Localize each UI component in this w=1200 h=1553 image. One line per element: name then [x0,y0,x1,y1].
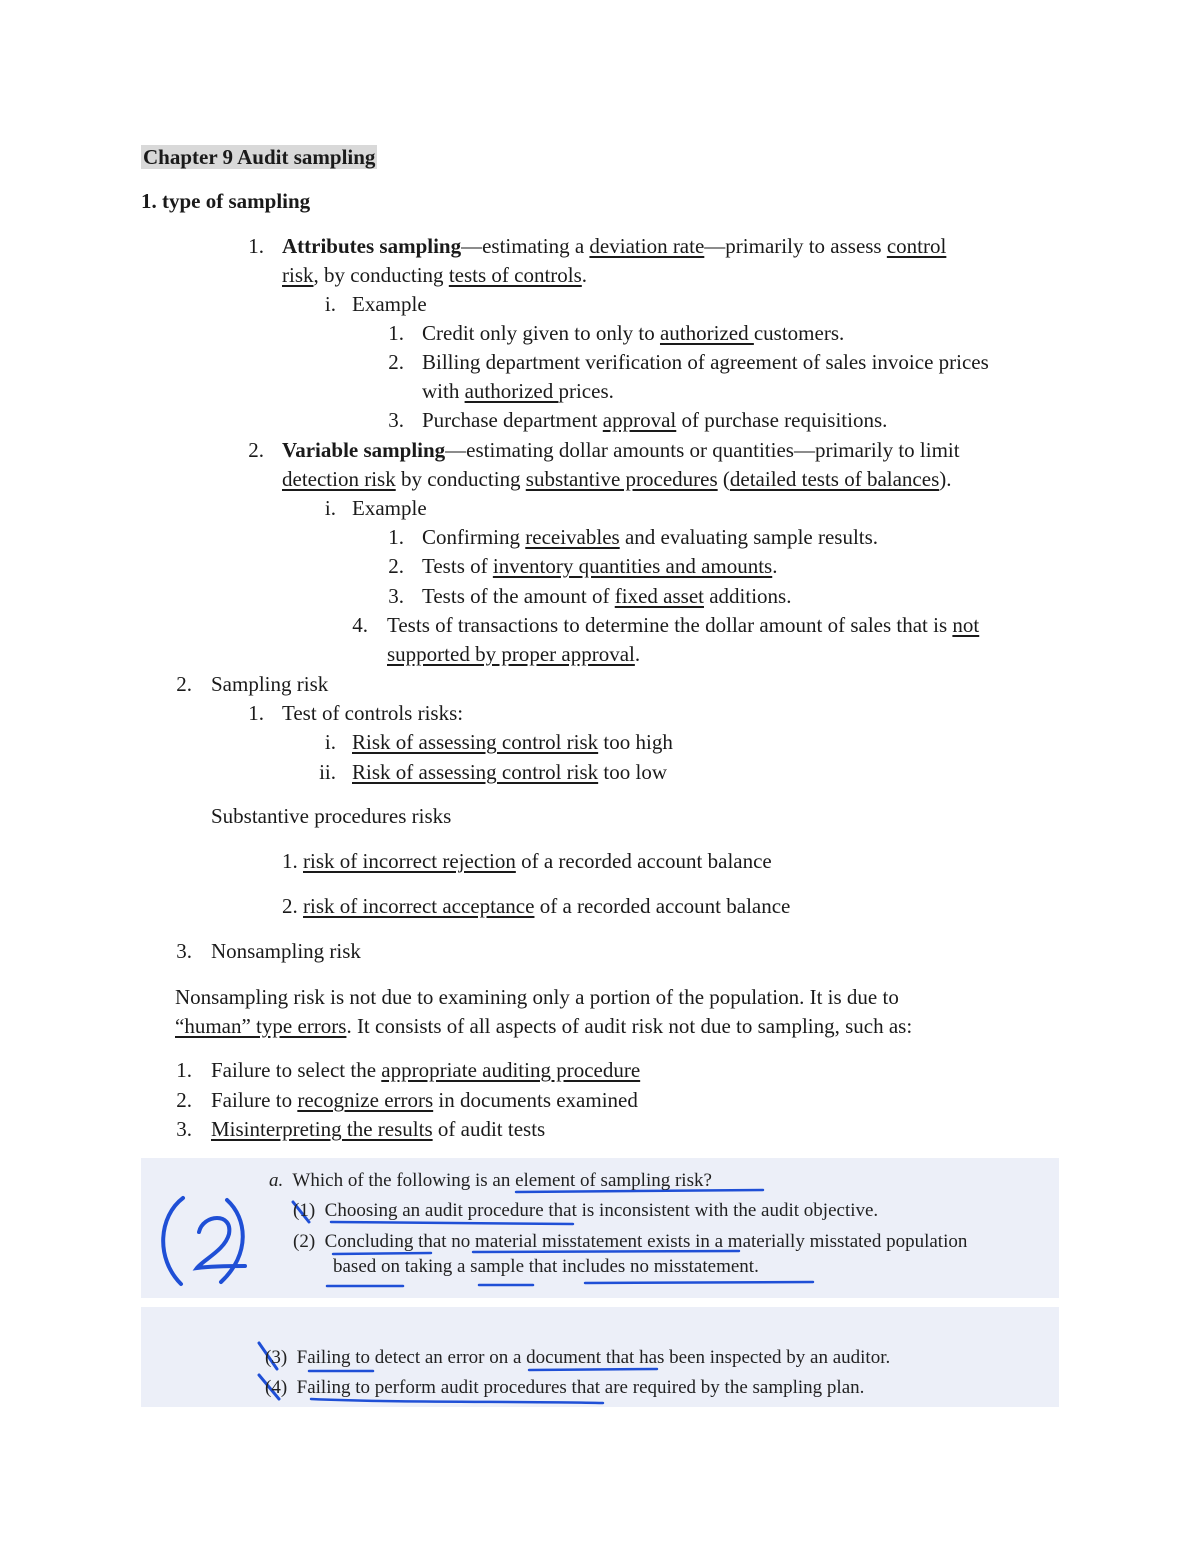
page-title: Chapter 9 Audit sampling [143,145,376,169]
list-item-continuation: supported by proper approval. [387,642,641,666]
nonsampling-paragraph-line-2: “human” type errors. It consists of all aspects of audit risk not due to sampling, such as: [175,1014,913,1038]
variable-sampling-line-2: detection risk by conducting substantive procedures (detailed tests of balances). [282,467,952,491]
list-item: Billing department verification of agreement of sales invoice prices [422,350,989,374]
list-number: i. [324,292,336,316]
example-heading: Example [352,496,427,520]
list-item: Risk of assessing control risk too low [352,760,667,784]
list-number: 1. [388,321,404,345]
question-scan-top [141,1158,1059,1298]
question-scan-bottom [141,1307,1059,1407]
section-3-heading: Nonsampling risk [211,939,361,963]
attributes-sampling-line-1: Attributes sampling—estimating a deviation rate—primarily to assess control [282,234,947,258]
list-number: 1. [176,1058,192,1082]
list-item: Confirming receivables and evaluating sample results. [422,525,879,549]
list-item: Tests of inventory quantities and amounts. [422,554,778,578]
list-number: 2. [388,554,404,578]
list-number: 1. [388,525,404,549]
list-number: 3. [176,939,192,963]
list-number: 4. [352,613,368,637]
attributes-sampling-line-2: risk, by conducting tests of controls. [282,263,588,287]
answer-option-4: (4) Failing to perform audit procedures that are required by the sampling plan. [265,1377,865,1398]
variable-sampling-line-1: Variable sampling—estimating dollar amounts or quantities—primarily to limit [282,438,960,462]
list-number: 2. [176,672,192,696]
list-number: 3. [388,584,404,608]
substantive-risks-heading: Substantive procedures risks [211,804,452,828]
answer-option-3: (3) Failing to detect an error on a document that has been inspected by an auditor. [265,1347,891,1368]
nonsampling-paragraph-line-1: Nonsampling risk is not due to examining only a portion of the population. It is due to [175,985,899,1009]
list-number: 2. [388,350,404,374]
list-number: 3. [176,1117,192,1141]
answer-option-1: (1) Choosing an audit procedure that is inconsistent with the audit objective. [293,1200,879,1221]
list-number: i. [324,730,336,754]
list-number: 3. [388,408,404,432]
list-item: Misinterpreting the results of audit tests [211,1117,546,1141]
list-number: 2. [248,438,264,462]
list-number: 1. [248,234,264,258]
list-item: Tests of transactions to determine the dollar amount of sales that is not [387,613,980,637]
list-item-continuation: with authorized prices. [422,379,614,403]
list-item: Failure to select the appropriate auditing procedure [211,1058,641,1082]
answer-option-2: (2) Concluding that no material misstatement exists in a materially misstated population [293,1231,968,1252]
list-item: Tests of the amount of fixed asset additions. [422,584,792,608]
list-item: 2. risk of incorrect acceptance of a recorded account balance [282,894,791,918]
list-item: Credit only given to only to authorized customers. [422,321,845,345]
question-stem: a. Which of the following is an element of sampling risk? [269,1170,712,1191]
list-number: 1. [248,701,264,725]
list-item: 1. risk of incorrect rejection of a recorded account balance [282,849,772,873]
list-number: ii. [319,760,336,784]
list-item: Failure to recognize errors in documents examined [211,1088,638,1112]
example-heading: Example [352,292,427,316]
test-of-controls-heading: Test of controls risks: [282,701,464,725]
list-item: Risk of assessing control risk too high [352,730,673,754]
section-2-heading: Sampling risk [211,672,329,696]
list-number: i. [324,496,336,520]
answer-option-2-continuation: based on taking a sample that includes no misstatement. [333,1256,759,1277]
list-item: Purchase department approval of purchase requisitions. [422,408,888,432]
section-1-heading: 1. type of sampling [141,189,311,213]
list-number: 2. [176,1088,192,1112]
